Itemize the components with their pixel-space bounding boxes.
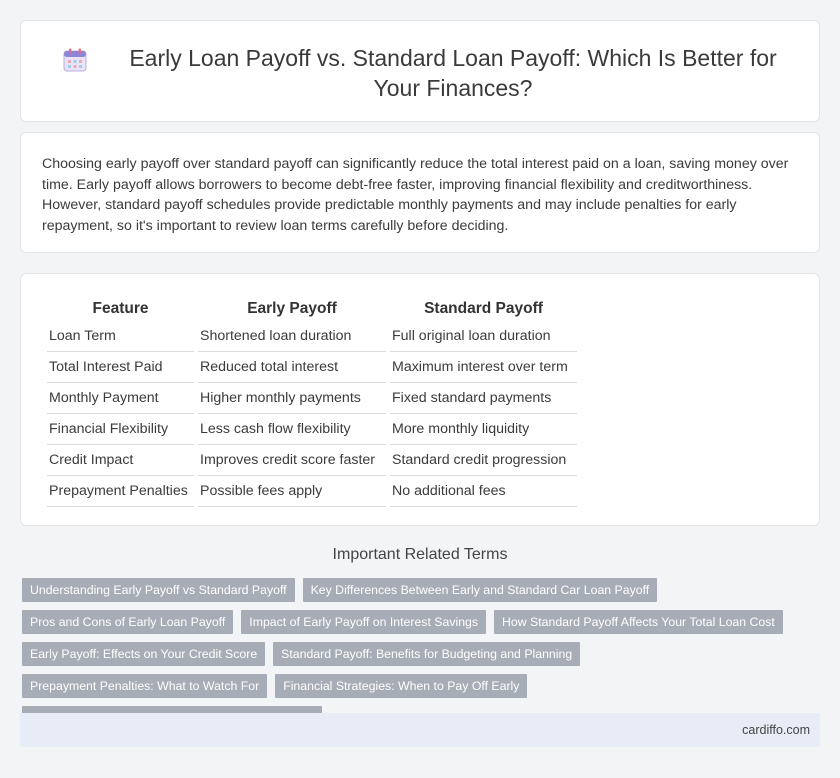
page-title: Early Loan Payoff vs. Standard Loan Payoff: Which Is Better for Your Finances? — [129, 45, 777, 101]
table-header-row — [47, 295, 577, 321]
intro-paragraph: Choosing early payoff over standard payoff can significantly reduce the total interest paid on a loan, saving money over time. Early payoff allows borrowers to become debt-free faster, improving financial flexibility and creditworthiness. However, standard payoff schedules provide predictable monthly payments and may include penalties for early repayment, so it's important to review loan terms carefully before deciding. — [42, 156, 789, 234]
related-term-link[interactable]: Understanding Early Payoff vs Standard Payoff — [22, 578, 295, 602]
table-cell: Maximum interest over term — [390, 352, 577, 383]
table-cell: Shortened loan duration — [198, 321, 386, 352]
calendar-icon — [62, 47, 88, 73]
table-cell: No additional fees — [390, 476, 577, 507]
title-wrap — [61, 43, 799, 103]
related-term-link[interactable]: Prepayment Penalties: What to Watch For — [22, 674, 267, 698]
related-terms-list — [22, 578, 822, 730]
table-row — [47, 383, 577, 414]
table-row — [47, 476, 577, 507]
comparison-table — [43, 295, 581, 507]
intro-card — [20, 132, 820, 253]
related-term-link[interactable]: Impact of Early Payoff on Interest Savings — [241, 610, 486, 634]
comparison-card — [20, 273, 820, 526]
related-term-link[interactable]: How Standard Payoff Affects Your Total Loan Cost — [494, 610, 783, 634]
table-cell: Financial Flexibility — [47, 414, 194, 445]
table-row — [47, 445, 577, 476]
column-header-early-payoff: Early Payoff — [247, 300, 337, 317]
related-term-link[interactable]: Key Differences Between Early and Standard Car Loan Payoff — [303, 578, 658, 602]
related-term-link[interactable]: Standard Payoff: Benefits for Budgeting and Planning — [273, 642, 580, 666]
related-term-link[interactable]: Early Payoff: Effects on Your Credit Score — [22, 642, 265, 666]
table-cell: Reduced total interest — [198, 352, 386, 383]
column-header-feature: Feature — [92, 300, 149, 317]
footer — [20, 713, 820, 747]
table-cell: Monthly Payment — [47, 383, 194, 414]
related-terms-heading: Important Related Terms — [332, 546, 508, 563]
table-cell: Total Interest Paid — [47, 352, 194, 383]
table-cell: Loan Term — [47, 321, 194, 352]
table-cell: Credit Impact — [47, 445, 194, 476]
table-cell: Prepayment Penalties — [47, 476, 194, 507]
footer-site-name: cardiffo.com — [742, 723, 810, 737]
related-term-link[interactable]: Financial Strategies: When to Pay Off Early — [275, 674, 527, 698]
table-row — [47, 352, 577, 383]
table-cell: Fixed standard payments — [390, 383, 577, 414]
column-header-standard-payoff: Standard Payoff — [424, 300, 543, 317]
table-cell: Higher monthly payments — [198, 383, 386, 414]
title-card — [20, 20, 820, 122]
table-cell: Full original loan duration — [390, 321, 577, 352]
table-row — [47, 321, 577, 352]
table-cell: More monthly liquidity — [390, 414, 577, 445]
related-term-link[interactable]: Pros and Cons of Early Loan Payoff — [22, 610, 233, 634]
table-cell: Standard credit progression — [390, 445, 577, 476]
table-row — [47, 414, 577, 445]
table-cell: Less cash flow flexibility — [198, 414, 386, 445]
table-cell: Improves credit score faster — [198, 445, 386, 476]
table-cell: Possible fees apply — [198, 476, 386, 507]
